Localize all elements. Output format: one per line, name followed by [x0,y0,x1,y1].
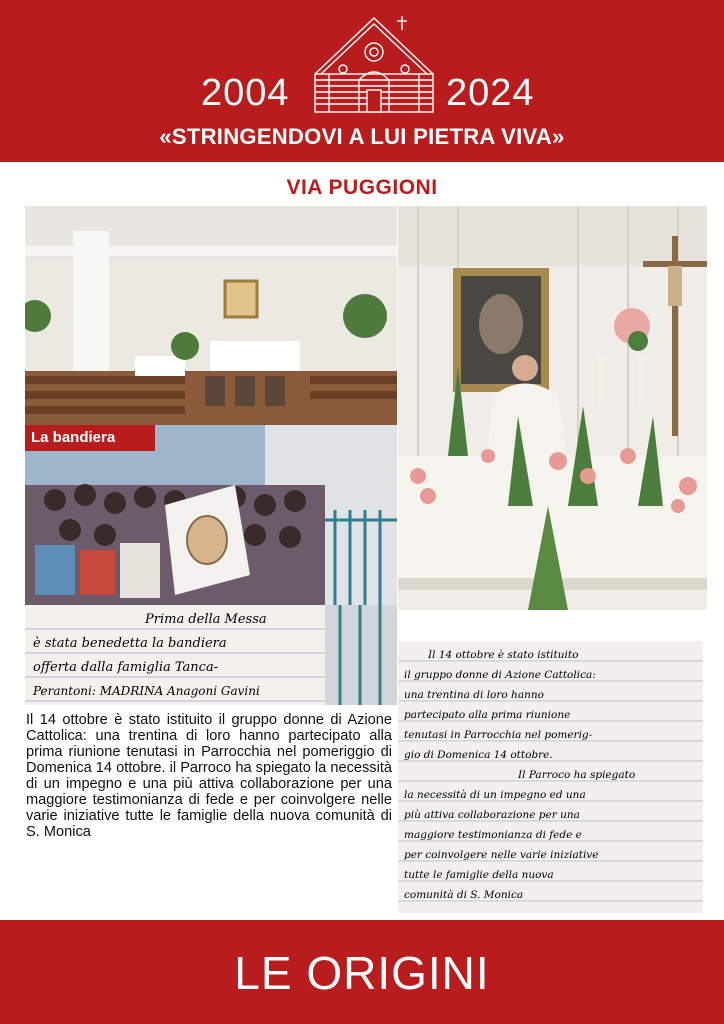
banner-crowd-photo [25,425,397,605]
note2-line: gio di Domenica 14 ottobre. [404,749,553,761]
handwritten-note-banner [25,605,397,705]
church-icon [307,14,441,114]
year-start: 2004 [201,72,290,114]
note2-line: una trentina di loro hanno [404,689,544,701]
photo-tag: La bandiera [25,425,155,451]
note2-line: comunità di S. Monica [404,889,524,901]
note1-line: è stata benedetta la bandiera [33,636,227,651]
note2-line: maggiore testimonianza di fede e [404,829,582,841]
note2-line: partecipato alla prima riunione [404,709,571,721]
note2-line: per coinvolgere nelle varie iniziative [404,849,599,861]
section-title: VIA PUGGIONI [286,176,438,199]
note2-line: il gruppo donne di Azione Cattolica: [404,669,596,681]
priest-altar-photo [398,206,707,610]
note2-line: Il Parroco ha spiegato [518,769,636,781]
note1-line: Prima della Messa [145,612,267,627]
note1-line: Perantoni: MADRINA Anagoni Gavini [33,684,260,698]
footer-title: LE ORIGINI [234,947,490,999]
handwritten-note-group [398,641,703,913]
description-paragraph: Il 14 ottobre è stato istituito il gruppo donne di Azione Cattolica: una trentina di loro hanno partecipato alla prima riunione tenutasi in Parrocchia nel pomeriggio di Domenica 14 ottobre. il Parroco ha spiegato la necessità di un impegno e una più attiva collaborazione per una maggiore testimonianza di fede e per coinvolgere nelle varie iniziative tutte le famiglie della nuova comunità di S. Monica [26,712,392,840]
note2-line: più attiva collaborazione per una [404,809,580,821]
note2-line: Il 14 ottobre è stato istituito [428,649,579,661]
note2-line: tutte le famiglie della nuova [404,869,554,881]
year-end: 2024 [446,72,535,114]
note2-line: la necessità di un impegno ed una [404,789,586,801]
note1-line: offerta dalla famiglia Tanca- [33,660,219,675]
motto: «STRINGENDOVI A LUI PIETRA VIVA» [159,124,565,149]
church-interior-photo [25,206,397,425]
note2-line: tenutasi in Parrocchia nel pomerig- [404,729,593,741]
